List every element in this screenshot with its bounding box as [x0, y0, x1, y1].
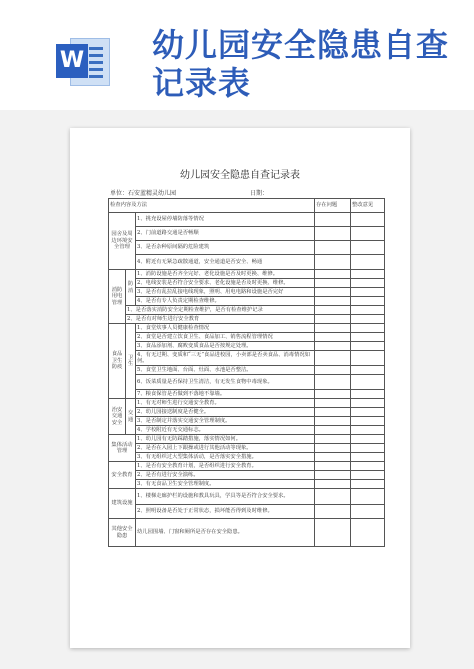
- advice-cell[interactable]: [351, 342, 385, 351]
- item-text: 2、门前道路交通是否畅顺: [136, 227, 315, 241]
- issue-cell[interactable]: [315, 435, 351, 444]
- advice-cell[interactable]: [351, 444, 385, 453]
- table-header-row: [109, 199, 385, 213]
- issue-cell[interactable]: [315, 351, 351, 366]
- advice-cell[interactable]: [351, 306, 385, 315]
- table-row: [109, 333, 385, 342]
- advice-cell[interactable]: [351, 351, 385, 366]
- word-document-icon: [56, 38, 108, 84]
- table-row: [109, 297, 385, 306]
- advice-cell[interactable]: [351, 471, 385, 480]
- table-row: [109, 505, 385, 519]
- item-text: 3、是否制定并落实交通安全管理制度。: [136, 417, 315, 426]
- item-text: 3、有无食品卫生安全管理制度。: [136, 480, 315, 489]
- issue-cell[interactable]: [315, 270, 351, 279]
- issue-cell[interactable]: [315, 315, 351, 324]
- table-row: [109, 315, 385, 324]
- item-text: 6、饭菜质量是否保持卫生清洁，有无发生食物中毒现象。: [136, 375, 315, 390]
- table-row: [109, 426, 385, 435]
- issue-cell[interactable]: [315, 426, 351, 435]
- advice-cell[interactable]: [351, 462, 385, 471]
- advice-cell[interactable]: [351, 279, 385, 288]
- issue-cell[interactable]: [315, 324, 351, 333]
- item-text: 4、附近有无紧急疏散通道，安全通道是否安全、畅通: [136, 255, 315, 270]
- table-row: [109, 399, 385, 408]
- item-text: 3、食品添加剂、腐败变质食品是否按规定处理。: [136, 342, 315, 351]
- table-row: [109, 351, 385, 366]
- table-row: [109, 342, 385, 351]
- advice-cell[interactable]: [351, 453, 385, 462]
- advice-cell[interactable]: [351, 270, 385, 279]
- item-text: 2、照明设备是否处于正常状态，损坏能否得到及时维修。: [136, 505, 315, 519]
- issue-cell[interactable]: [315, 297, 351, 306]
- table-row: [109, 288, 385, 297]
- header-content: 检查内容及方法: [109, 199, 315, 213]
- word-letter-badge: W: [56, 44, 88, 78]
- item-text: 4、有无过期、变质和“三无”食品进校园，小卖部是否卖食品、消毒情况如何。: [136, 351, 315, 366]
- advice-cell[interactable]: [351, 399, 385, 408]
- issue-cell[interactable]: [315, 255, 351, 270]
- item-text: 2、是否有对师生进行安全教育: [126, 315, 315, 324]
- advice-cell[interactable]: [351, 213, 385, 227]
- table-row: [109, 453, 385, 462]
- table-row: [109, 417, 385, 426]
- category-collective: 集体活动管理: [109, 435, 136, 462]
- issue-cell[interactable]: [315, 333, 351, 342]
- item-text: 1、幼儿园有无防踩踏措施，落实情况如何。: [136, 435, 315, 444]
- item-text: 4、是否有专人负责定期检查维修。: [136, 297, 315, 306]
- item-text: 3、有无组织过大型集体活动，是否落实安全措施。: [136, 453, 315, 462]
- advice-cell[interactable]: [351, 519, 385, 547]
- issue-cell[interactable]: [315, 489, 351, 505]
- item-text: 2、食堂是否建立饮食卫生、食品加工、销售流程管理情况: [136, 333, 315, 342]
- issue-cell[interactable]: [315, 480, 351, 489]
- banner-headline: 幼儿园安全隐患自查记录表: [152, 26, 450, 102]
- subcategory-fire: 防消: [126, 270, 136, 306]
- table-row: [109, 489, 385, 505]
- item-text: 幼儿园围墙、门窗和厕所是否存在安全隐患。: [136, 519, 315, 547]
- issue-cell[interactable]: [315, 408, 351, 417]
- advice-cell[interactable]: [351, 417, 385, 426]
- advice-cell[interactable]: [351, 297, 385, 306]
- advice-cell[interactable]: [351, 366, 385, 375]
- table-row: [109, 462, 385, 471]
- issue-cell[interactable]: [315, 453, 351, 462]
- advice-cell[interactable]: [351, 480, 385, 489]
- item-text: 1、有无对师生进行交通安全教育。: [136, 399, 315, 408]
- issue-cell[interactable]: [315, 366, 351, 375]
- date-label: 日期：: [250, 190, 269, 197]
- table-row: [109, 390, 385, 399]
- category-education: 安全教育: [109, 462, 136, 489]
- issue-cell[interactable]: [315, 241, 351, 255]
- item-text: 1、楼梯走廊护栏的设施和教具玩具，学具等是否符合安全要求。: [136, 489, 315, 505]
- table-row: [109, 375, 385, 390]
- item-text: 3、是否杂种原间隔的危险建筑: [136, 241, 315, 255]
- subcategory-food: 卫生: [126, 324, 136, 399]
- issue-cell[interactable]: [315, 444, 351, 453]
- item-text: 2、是否在入园上下跟操或进行其他活动等现象。: [136, 444, 315, 453]
- table-row: [109, 241, 385, 255]
- advice-cell[interactable]: [351, 241, 385, 255]
- item-text: 5、食堂卫生地面、台面、灶面、水池是否整洁。: [136, 366, 315, 375]
- advice-cell[interactable]: [351, 505, 385, 519]
- category-other: 其他安全隐患: [109, 519, 136, 547]
- issue-cell[interactable]: [315, 390, 351, 399]
- issue-cell[interactable]: [315, 306, 351, 315]
- issue-cell[interactable]: [315, 213, 351, 227]
- table-row: [109, 519, 385, 547]
- table-row: [109, 324, 385, 333]
- table-row: [109, 306, 385, 315]
- item-text: 2、是否有进行安全演练。: [136, 471, 315, 480]
- header-rectification: 整改意见: [351, 199, 385, 213]
- table-row: [109, 444, 385, 453]
- banner: [0, 0, 474, 110]
- document-title: 幼儿园安全隐患自查记录表: [180, 170, 300, 181]
- issue-cell[interactable]: [315, 462, 351, 471]
- item-text: 2、幼儿园接送制度是否健全。: [136, 408, 315, 417]
- item-text: 4、学校附近有无交通标志。: [136, 426, 315, 435]
- item-text: 1、是否落实消防安全定期检查维护，是否有检查维护记录: [126, 306, 315, 315]
- checklist-table: [108, 198, 385, 547]
- advice-cell[interactable]: [351, 375, 385, 390]
- table-row: [109, 255, 385, 270]
- table-row: [109, 471, 385, 480]
- table-row: [109, 480, 385, 489]
- table-row: [109, 435, 385, 444]
- table-row: [109, 227, 385, 241]
- issue-cell[interactable]: [315, 279, 351, 288]
- table-row: [109, 213, 385, 227]
- category-food: 食品卫生防疫: [109, 324, 126, 399]
- table-row: [109, 279, 385, 288]
- issue-cell[interactable]: [315, 471, 351, 480]
- document-page: [70, 128, 410, 648]
- item-text: 1、挑充设屋停墙防落等情况: [136, 213, 315, 227]
- issue-cell[interactable]: [315, 375, 351, 390]
- advice-cell[interactable]: [351, 255, 385, 270]
- category-traffic: 治安交通安全: [109, 399, 126, 435]
- item-text: 7、粮食保管是否做到不落地不靠墙。: [136, 390, 315, 399]
- table-row: [109, 408, 385, 417]
- issue-cell[interactable]: [315, 519, 351, 547]
- issue-cell[interactable]: [315, 417, 351, 426]
- category-site: 园舍及周边环境安全管理: [109, 213, 136, 270]
- header-issues: 存在问题: [315, 199, 351, 213]
- advice-cell[interactable]: [351, 435, 385, 444]
- advice-cell[interactable]: [351, 426, 385, 435]
- category-fire: 消防用电管理: [109, 270, 126, 324]
- advice-cell[interactable]: [351, 288, 385, 297]
- subcategory-traffic: 交通: [126, 399, 136, 435]
- item-text: 1、是否有安全教育计划，是否组织进行安全教育。: [136, 462, 315, 471]
- item-text: 3、是否有乱拉乱接电线现象，照明、用电电路和设施是否完好: [136, 288, 315, 297]
- category-facility: 建筑设施: [109, 489, 136, 519]
- issue-cell[interactable]: [315, 505, 351, 519]
- advice-cell[interactable]: [351, 390, 385, 399]
- advice-cell[interactable]: [351, 408, 385, 417]
- unit-label: 单位：石安蓝精灵幼儿园: [110, 190, 177, 197]
- advice-cell[interactable]: [351, 324, 385, 333]
- advice-cell[interactable]: [351, 489, 385, 505]
- item-text: 1、消防设施是否齐全完好、老化设施是否及时更换、维修。: [136, 270, 315, 279]
- issue-cell[interactable]: [315, 342, 351, 351]
- issue-cell[interactable]: [315, 399, 351, 408]
- advice-cell[interactable]: [351, 333, 385, 342]
- advice-cell[interactable]: [351, 315, 385, 324]
- unit-line: [110, 188, 370, 197]
- issue-cell[interactable]: [315, 288, 351, 297]
- table-row: [109, 270, 385, 279]
- issue-cell[interactable]: [315, 227, 351, 241]
- advice-cell[interactable]: [351, 227, 385, 241]
- table-row: [109, 366, 385, 375]
- item-text: 1、食堂炊事人员健康检查情况: [136, 324, 315, 333]
- item-text: 2、电线安装是否符合安全要求、老化设施是否及时更换、维修。: [136, 279, 315, 288]
